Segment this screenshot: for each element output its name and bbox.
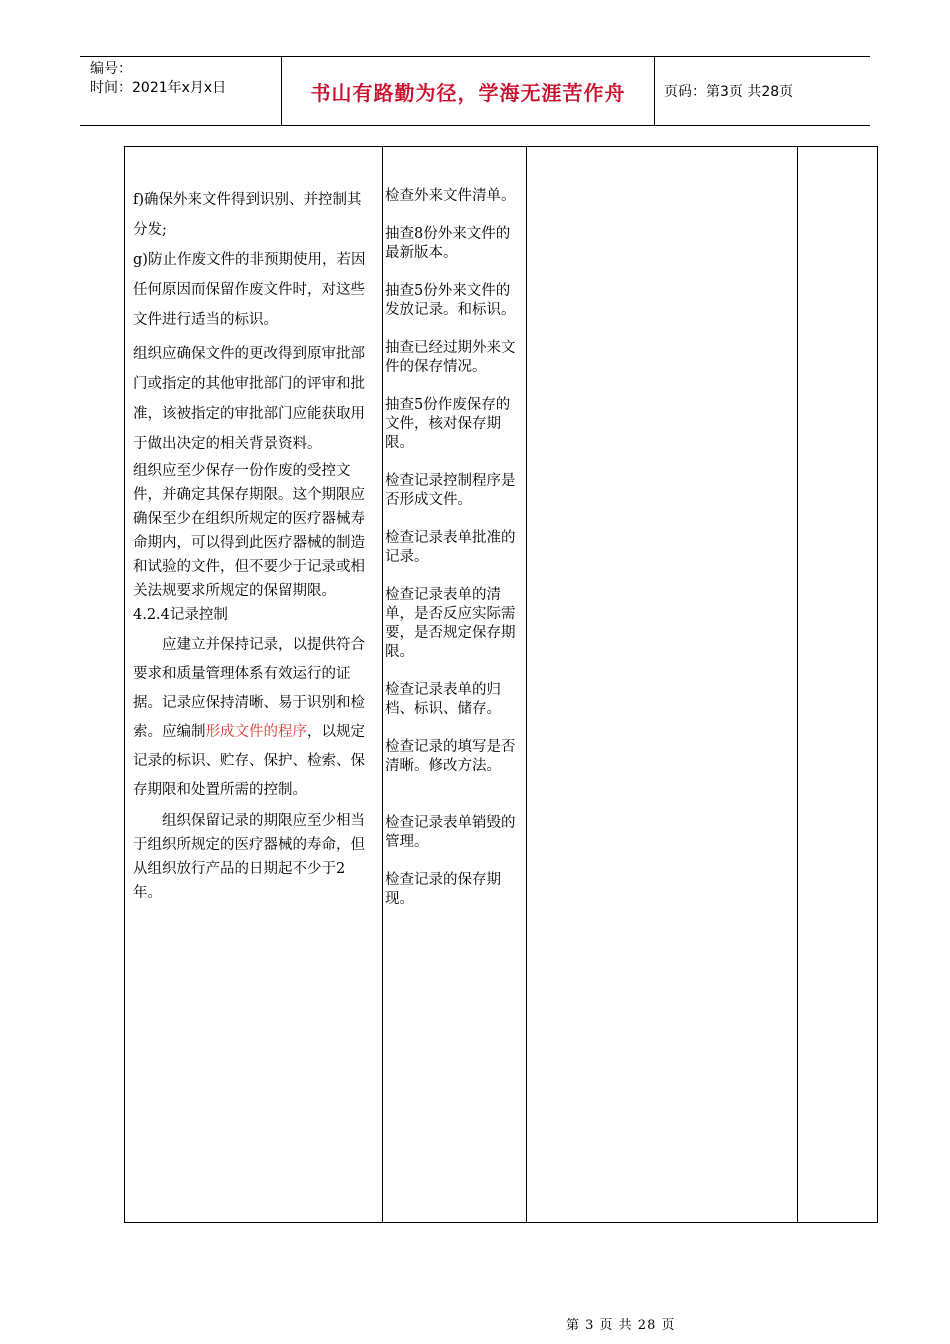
requirement-paragraph: f)确保外来文件得到识别、并控制其分发; (133, 192, 362, 238)
check-item: 检查记录控制程序是否形成文件。 (385, 473, 516, 508)
check-item: 抽查已经过期外来文件的保存情况。 (385, 340, 516, 375)
check-item: 抽查8份外来文件的最新版本。 (385, 226, 511, 261)
page-footer: 第 3 页 共 28 页 (566, 1318, 676, 1333)
header-page-info: 页码：第3页 共28页 (664, 84, 794, 100)
page-header (80, 56, 870, 126)
check-item: 检查记录表单的归档、标识、储存。 (385, 682, 501, 717)
requirement-paragraph: 组织保留记录的期限应至少相当于组织所规定的医疗器械的寿命，但从组织放行产品的日期起不少于2年。 (133, 813, 365, 901)
column-divider (526, 147, 527, 1222)
header-divider (654, 57, 655, 125)
check-item: 检查记录表单批准的记录。 (385, 530, 516, 565)
requirement-paragraph: g)防止作废文件的非预期使用，若因任何原因而保留作废文件时，对这些文件进行适当的标识。 (133, 252, 366, 328)
section-heading: 4.2.4记录控制 (133, 607, 228, 623)
check-item: 检查记录的填写是否清晰。修改方法。 (385, 739, 516, 774)
check-item: 抽查5份作废保存的文件，核对保存期限。 (385, 397, 511, 451)
requirement-paragraph (133, 631, 371, 805)
check-item: 检查记录的保存期现。 (385, 872, 501, 907)
requirement-text: 应建立并保持记录，以提供符合要求和质量管理体系有效运行的证据。记录应保持清晰、易于识别和检索。应编制 (133, 637, 365, 740)
check-item: 检查记录表单的清单，是否反应实际需要，是否规定保存期限。 (385, 587, 516, 660)
header-motto: 书山有路勤为径，学海无涯苦作舟 (310, 80, 626, 105)
check-item: 检查记录表单销毁的管理。 (385, 815, 516, 850)
requirements-column (133, 185, 371, 905)
column-divider (382, 147, 383, 1222)
highlighted-text: 形成文件的程序 (205, 724, 307, 740)
requirement-paragraph: 组织应确保文件的更改得到原审批部门或指定的其他审批部门的评审和批准，该被指定的审批部门应能获取用于做出决定的相关背景资料。 (133, 346, 365, 452)
column-divider (797, 147, 798, 1222)
checks-column (385, 187, 523, 909)
doc-time-label: 时间：2021年x月x日 (90, 80, 227, 96)
audit-table (124, 146, 878, 1223)
requirement-text: ，以规定记录的标识、贮存、保护、检索、保存期限和处置所需的控制。 (133, 724, 365, 798)
header-meta (90, 60, 226, 98)
doc-number-label: 编号： (90, 61, 132, 77)
check-item: 抽查5份外来文件的发放记录。和标识。 (385, 283, 516, 318)
requirement-paragraph: 组织应至少保存一份作废的受控文件，并确定其保存期限。这个期限应确保至少在组织所规定的医疗器械寿命期内，可以得到此医疗器械的制造和试验的文件，但不要少于记录或相关法规要求所规定的保留期限。 (133, 463, 365, 599)
check-item: 检查外来文件清单。 (385, 188, 516, 204)
